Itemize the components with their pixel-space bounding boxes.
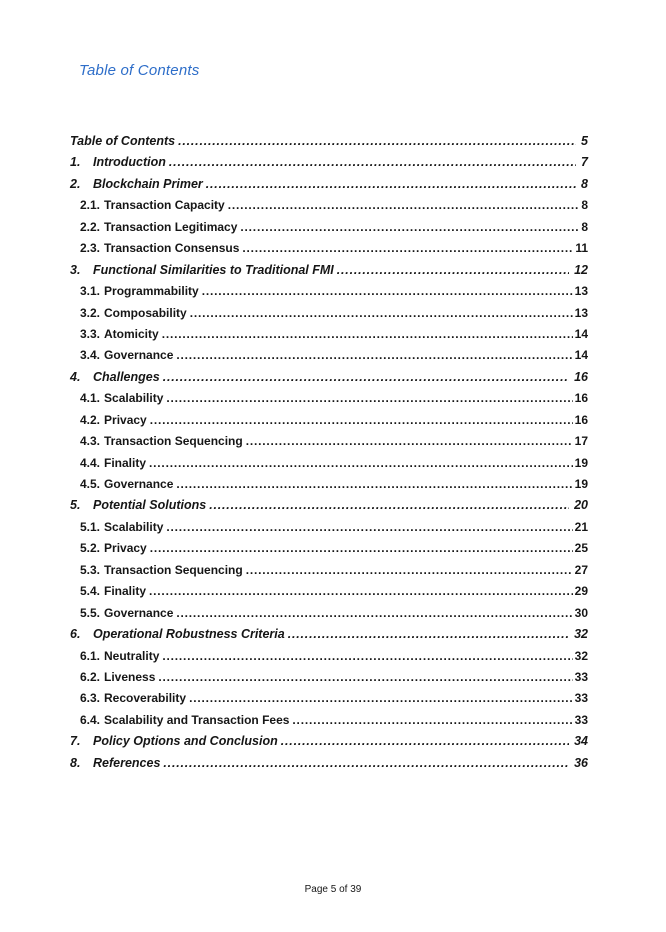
- toc-entry-number: 5.2.: [80, 541, 101, 556]
- toc-entry-label: Liveness: [104, 669, 156, 684]
- toc-entry-number: 6.: [70, 627, 81, 642]
- toc-entry-page-number: 17: [574, 434, 588, 449]
- toc-entry-number: 6.3.: [80, 691, 101, 706]
- toc-entry-number: 4.: [70, 369, 81, 384]
- toc-entry-page-number: 12: [574, 262, 588, 277]
- dot-leader: [187, 303, 573, 324]
- dot-leader: [206, 495, 569, 516]
- toc-entry-page-number: 20: [574, 498, 588, 513]
- dot-leader: [237, 217, 579, 238]
- toc-entry-page-number: 16: [574, 412, 588, 427]
- toc-entry[interactable]: [70, 667, 588, 688]
- toc-entry[interactable]: [70, 453, 588, 474]
- toc-entry-page-number: 21: [574, 519, 588, 534]
- toc-entry-page-number: 25: [574, 541, 588, 556]
- toc-entry-label: References: [93, 755, 161, 770]
- toc-entry[interactable]: [70, 281, 588, 302]
- toc-entry[interactable]: [70, 367, 588, 388]
- toc-entry-number: 3.1.: [80, 284, 101, 299]
- toc-entry-label: Programmability: [104, 284, 199, 299]
- toc-entry-number: 3.3.: [80, 326, 101, 341]
- toc-entry-number: 3.: [70, 262, 81, 277]
- dot-leader: [199, 281, 573, 302]
- toc-entry-number: 6.1.: [80, 648, 101, 663]
- toc-entry-label: Challenges: [93, 369, 160, 384]
- toc-entry[interactable]: [70, 260, 588, 281]
- toc-entry-label: Table of Contents: [70, 134, 176, 148]
- toc-entry-number: 2.: [70, 176, 81, 191]
- toc-entry-page-number: 8: [581, 176, 588, 191]
- toc-entry-page-number: 11: [575, 241, 588, 256]
- toc-entry[interactable]: [70, 324, 588, 345]
- toc-entry-number: 1.: [70, 155, 81, 170]
- toc-entry-label: Scalability: [104, 391, 164, 406]
- toc-entry-page-number: 19: [574, 455, 588, 470]
- toc-entry-label: Atomicity: [104, 326, 159, 341]
- toc-entry[interactable]: [70, 710, 588, 731]
- toc-entry[interactable]: [70, 238, 588, 259]
- dot-leader: [160, 367, 569, 388]
- toc-entry-page-number: 8: [581, 198, 588, 213]
- toc-entry-page-number: 7: [581, 155, 588, 170]
- dot-leader: [173, 474, 572, 495]
- toc-entry[interactable]: [70, 538, 588, 559]
- toc-entry-label: Governance: [104, 477, 174, 491]
- toc-entry-label: Governance: [104, 605, 174, 620]
- page-number-footer: Page 5 of 39: [304, 884, 362, 895]
- toc-entry-page-number: 29: [574, 584, 588, 599]
- toc-entry-page-number: 32: [574, 648, 588, 663]
- dot-leader: [289, 710, 572, 731]
- toc-entry-label: Finality: [104, 584, 147, 599]
- toc-entry-page-number: 8: [581, 219, 588, 234]
- toc-entry[interactable]: [70, 753, 588, 774]
- toc-entry[interactable]: [70, 195, 588, 216]
- dot-leader: [239, 238, 573, 259]
- dot-leader: [159, 324, 573, 345]
- dot-leader: [163, 388, 572, 409]
- toc-entry-page-number: 33: [574, 669, 588, 684]
- toc-entry[interactable]: [70, 581, 588, 602]
- toc-entry-label: Recoverability: [104, 691, 187, 706]
- toc-entry-label: Privacy: [104, 541, 147, 556]
- toc-entry[interactable]: [70, 410, 588, 431]
- toc-entry-label: Transaction Sequencing: [104, 562, 243, 577]
- toc-entry[interactable]: [70, 388, 588, 409]
- dot-leader: [278, 731, 569, 752]
- dot-leader: [147, 410, 573, 431]
- toc-entry[interactable]: [70, 431, 588, 452]
- dot-leader: [186, 688, 573, 709]
- toc-entry[interactable]: [70, 217, 588, 238]
- dot-leader: [166, 152, 576, 173]
- toc-entry-label: Transaction Capacity: [104, 198, 225, 213]
- toc-entry-label: Transaction Legitimacy: [104, 219, 238, 234]
- toc-entry-number: 5.4.: [80, 584, 101, 599]
- toc-entry-page-number: 33: [574, 712, 588, 727]
- toc-entry-number: 4.2.: [80, 412, 101, 427]
- toc-entry-page-number: 30: [574, 605, 588, 620]
- dot-leader: [146, 581, 573, 602]
- toc-entry[interactable]: [70, 345, 588, 366]
- toc-entry-page-number: 32: [574, 627, 588, 642]
- toc-entry-number: 5.1.: [80, 519, 101, 534]
- toc-entry[interactable]: [70, 603, 588, 624]
- toc-list: [70, 131, 588, 774]
- dot-leader: [175, 131, 576, 152]
- toc-entry[interactable]: [70, 495, 588, 516]
- toc-entry-number: 3.2.: [80, 305, 101, 320]
- toc-entry-number: 7.: [70, 734, 81, 749]
- toc-entry-label: Scalability: [104, 519, 164, 534]
- toc-entry[interactable]: [70, 303, 588, 324]
- toc-entry[interactable]: [70, 131, 588, 152]
- dot-leader: [146, 453, 573, 474]
- dot-leader: [160, 753, 569, 774]
- toc-entry-number: 5.5.: [80, 605, 101, 620]
- toc-entry-number: 8.: [70, 755, 81, 770]
- toc-entry[interactable]: [70, 688, 588, 709]
- toc-entry-number: 4.3.: [80, 434, 101, 449]
- dot-leader: [173, 345, 572, 366]
- page-title: Table of Contents: [79, 62, 200, 79]
- toc-entry-label: Neutrality: [104, 648, 160, 663]
- toc-entry[interactable]: [70, 624, 588, 645]
- toc-entry[interactable]: [70, 731, 588, 752]
- toc-entry-number: 6.2.: [80, 669, 101, 684]
- dot-leader: [225, 195, 580, 216]
- toc-entry-page-number: 34: [574, 734, 588, 749]
- dot-leader: [243, 431, 573, 452]
- toc-entry-page-number: 5: [581, 134, 588, 148]
- toc-entry-number: 6.4.: [80, 712, 101, 727]
- toc-entry-label: Transaction Sequencing: [104, 434, 243, 449]
- toc-entry[interactable]: [70, 474, 588, 495]
- dot-leader: [334, 260, 569, 281]
- toc-entry-page-number: 14: [574, 348, 588, 363]
- toc-entry-number: 4.4.: [80, 455, 101, 470]
- toc-entry-label: Composability: [104, 305, 187, 320]
- toc-entry[interactable]: [70, 517, 588, 538]
- toc-entry-number: 5.3.: [80, 562, 101, 577]
- toc-entry-label: Introduction: [93, 155, 166, 170]
- toc-entry-page-number: 16: [574, 369, 588, 384]
- toc-entry-page-number: 13: [574, 305, 588, 320]
- toc-entry-page-number: 13: [574, 284, 588, 299]
- toc-entry-number: 4.1.: [80, 391, 101, 406]
- toc-entry[interactable]: [70, 174, 588, 195]
- dot-leader: [155, 667, 572, 688]
- toc-entry-label: Functional Similarities to Traditional FMI: [93, 262, 334, 277]
- toc-entry-number: 2.1.: [80, 198, 101, 213]
- dot-leader: [243, 560, 573, 581]
- toc-entry-label: Transaction Consensus: [104, 241, 240, 256]
- toc-entry[interactable]: [70, 560, 588, 581]
- dot-leader: [163, 517, 572, 538]
- dot-leader: [203, 174, 576, 195]
- toc-entry-page-number: 36: [574, 755, 588, 770]
- dot-leader: [285, 624, 569, 645]
- toc-entry-page-number: 16: [574, 391, 588, 406]
- toc-entry-number: 2.2.: [80, 219, 101, 234]
- dot-leader: [147, 538, 573, 559]
- toc-entry-label: Scalability and Transaction Fees: [104, 712, 290, 727]
- toc-entry-label: Operational Robustness Criteria: [93, 627, 285, 642]
- toc-entry-label: Privacy: [104, 412, 147, 427]
- toc-entry-page-number: 27: [574, 562, 588, 577]
- toc-entry-number: 3.4.: [80, 348, 101, 363]
- dot-leader: [173, 603, 572, 624]
- toc-entry[interactable]: [70, 646, 588, 667]
- toc-entry-label: Policy Options and Conclusion: [93, 734, 278, 749]
- toc-entry-label: Potential Solutions: [93, 498, 207, 513]
- toc-entry-label: Blockchain Primer: [93, 176, 203, 191]
- toc-entry-number: 2.3.: [80, 241, 101, 256]
- toc-entry-label: Governance: [104, 348, 174, 363]
- toc-entry-page-number: 19: [574, 477, 588, 491]
- toc-entry-page-number: 33: [574, 691, 588, 706]
- toc-entry-label: Finality: [104, 455, 147, 470]
- toc-entry-page-number: 14: [574, 326, 588, 341]
- dot-leader: [159, 646, 572, 667]
- toc-entry-number: 5.: [70, 498, 81, 513]
- toc-entry[interactable]: [70, 152, 588, 173]
- toc-entry-number: 4.5.: [80, 477, 101, 491]
